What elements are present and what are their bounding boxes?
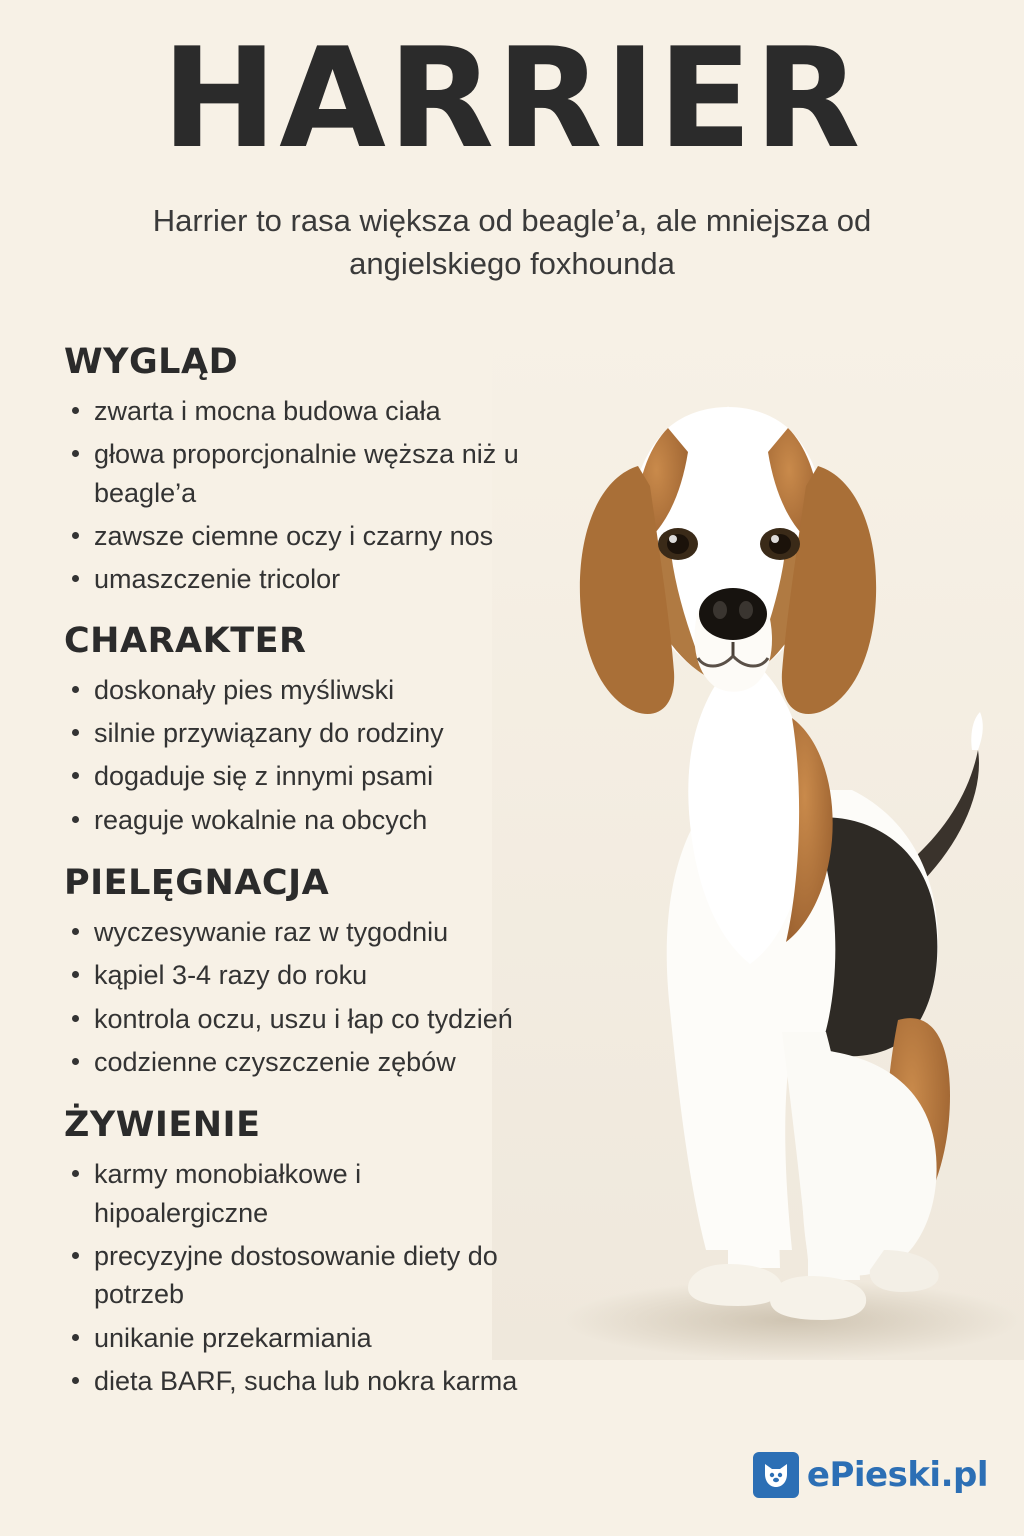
list-item: dogaduje się z innymi psami [64, 757, 534, 795]
section-heading: CHARAKTER [64, 620, 307, 661]
section-zywienie [64, 1105, 534, 1400]
list-item: codzienne czyszczenie zębów [64, 1043, 534, 1081]
list-item: głowa proporcjonalnie węższa niż u beagle’a [64, 435, 534, 512]
list-item: unikanie przekarmiania [64, 1319, 534, 1357]
logo-text: ePieski.pl [806, 1455, 988, 1495]
list-item: silnie przywiązany do rodziny [64, 714, 534, 752]
page-subtitle: Harrier to rasa większa od beagle’a, ale mniejsza od angielskiego foxhounda [152, 203, 872, 281]
bullet-list [64, 392, 534, 599]
list-item: dieta BARF, sucha lub nokra karma [64, 1362, 534, 1400]
list-item: reaguje wokalnie na obcych [64, 801, 534, 839]
list-item: kontrola oczu, uszu i łap co tydzień [64, 1000, 534, 1038]
bullet-list [64, 913, 534, 1081]
list-item: zwarta i mocna budowa ciała [64, 392, 534, 430]
list-item: kąpiel 3-4 razy do roku [64, 956, 534, 994]
section-heading: ŻYWIENIE [64, 1105, 261, 1146]
list-item: karmy monobiałkowe i hipoalergiczne [64, 1155, 534, 1232]
list-item: umaszczenie tricolor [64, 560, 534, 598]
section-heading: PIELĘGNACJA [64, 862, 330, 903]
list-item: zawsze ciemne oczy i czarny nos [64, 517, 534, 555]
list-item: doskonały pies myśliwski [64, 671, 534, 709]
list-item: wyczesywanie raz w tygodniu [64, 913, 534, 951]
section-charakter [64, 621, 534, 839]
breed-facts [64, 342, 534, 1418]
section-wyglad [64, 342, 534, 599]
section-pielegnacja [64, 863, 534, 1081]
page-title: HARRIER [161, 18, 863, 179]
bullet-list [64, 671, 534, 839]
dog-head-icon [753, 1452, 799, 1498]
site-logo[interactable] [753, 1452, 988, 1498]
list-item: precyzyjne dostosowanie diety do potrzeb [64, 1237, 534, 1314]
bullet-list [64, 1155, 534, 1400]
harrier-dog-photo [492, 320, 1024, 1360]
section-heading: WYGLĄD [64, 342, 239, 382]
